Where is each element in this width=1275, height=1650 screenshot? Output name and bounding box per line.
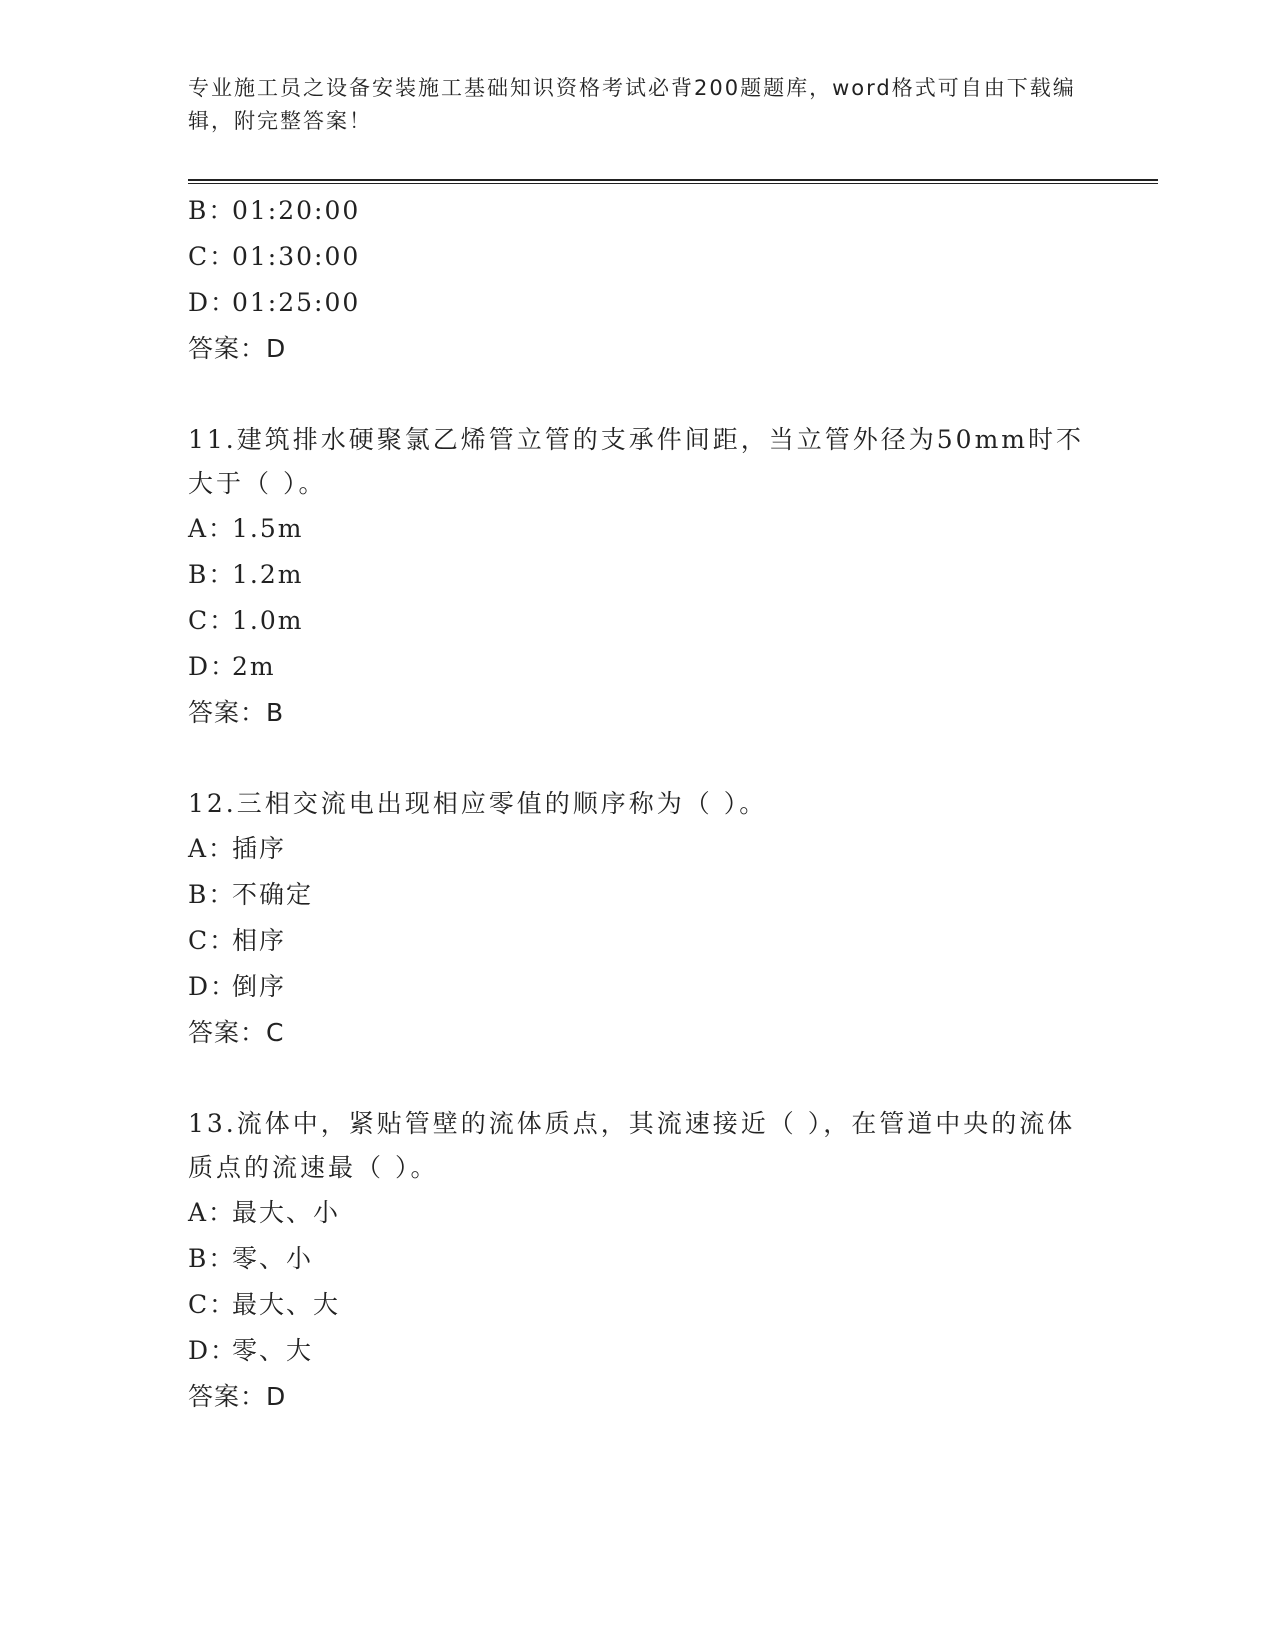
option-key: D： <box>188 1336 238 1365</box>
option-text: 零、大 <box>232 1336 314 1365</box>
option-key: B： <box>188 880 236 909</box>
answer-line: 答案：C <box>188 1018 285 1047</box>
answer-line: 答案：D <box>188 1382 287 1411</box>
option-c <box>188 234 1088 280</box>
question-text: 12.三相交流电出现相应零值的顺序称为（ ）。 <box>188 789 768 818</box>
option-key: D： <box>188 652 238 681</box>
option-key: C： <box>188 242 237 271</box>
option-d <box>188 1328 1088 1374</box>
option-key: C： <box>188 606 237 635</box>
option-key: A： <box>188 1198 236 1227</box>
option-c <box>188 598 1088 644</box>
answer-line: 答案：B <box>188 698 285 727</box>
option-key: A： <box>188 514 236 543</box>
option-text: 最大、小 <box>232 1198 341 1227</box>
option-text: 最大、大 <box>232 1290 341 1319</box>
option-text: 01:20:00 <box>232 196 361 225</box>
option-b <box>188 1236 1088 1282</box>
question-10-continued <box>188 188 1088 372</box>
question-13 <box>188 1102 1088 1420</box>
question-text: 13.流体中，紧贴管壁的流体质点，其流速接近（ ），在管道中央的流体质点的流速最（ ）。 <box>188 1109 1076 1182</box>
option-key: C： <box>188 1290 237 1319</box>
option-text: 零、小 <box>232 1244 314 1273</box>
option-d <box>188 280 1088 326</box>
answer-line: 答案：D <box>188 334 287 363</box>
option-text: 插序 <box>232 834 287 863</box>
option-text: 01:30:00 <box>232 242 361 271</box>
option-text: 1.5m <box>232 514 304 543</box>
option-key: D： <box>188 972 238 1001</box>
option-text: 不确定 <box>232 880 314 909</box>
option-key: D： <box>188 288 238 317</box>
option-b <box>188 188 1088 234</box>
option-text: 2m <box>232 652 276 681</box>
document-header: 专业施工员之设备安装施工基础知识资格考试必背200题题库，word格式可自由下载编辑，附完整答案！ <box>188 76 1076 133</box>
option-a <box>188 506 1088 552</box>
option-key: A： <box>188 834 236 863</box>
question-text: 11.建筑排水硬聚氯乙烯管立管的支承件间距，当立管外径为50mm时不大于（ ）。 <box>188 425 1084 498</box>
option-key: B： <box>188 1244 236 1273</box>
option-d <box>188 644 1088 690</box>
option-a <box>188 826 1088 872</box>
option-c <box>188 918 1088 964</box>
option-key: B： <box>188 560 236 589</box>
document-body <box>188 188 1088 1420</box>
option-text: 1.0m <box>232 606 304 635</box>
option-text: 相序 <box>232 926 287 955</box>
option-b <box>188 552 1088 598</box>
option-d <box>188 964 1088 1010</box>
option-c <box>188 1282 1088 1328</box>
option-text: 01:25:00 <box>232 288 361 317</box>
option-text: 1.2m <box>232 560 304 589</box>
option-key: B： <box>188 196 236 225</box>
option-b <box>188 872 1088 918</box>
header-rule-thin <box>188 183 1158 184</box>
option-a <box>188 1190 1088 1236</box>
question-11 <box>188 418 1088 736</box>
option-text: 倒序 <box>232 972 287 1001</box>
header-rule-thick <box>188 179 1158 181</box>
question-12 <box>188 782 1088 1056</box>
option-key: C： <box>188 926 237 955</box>
